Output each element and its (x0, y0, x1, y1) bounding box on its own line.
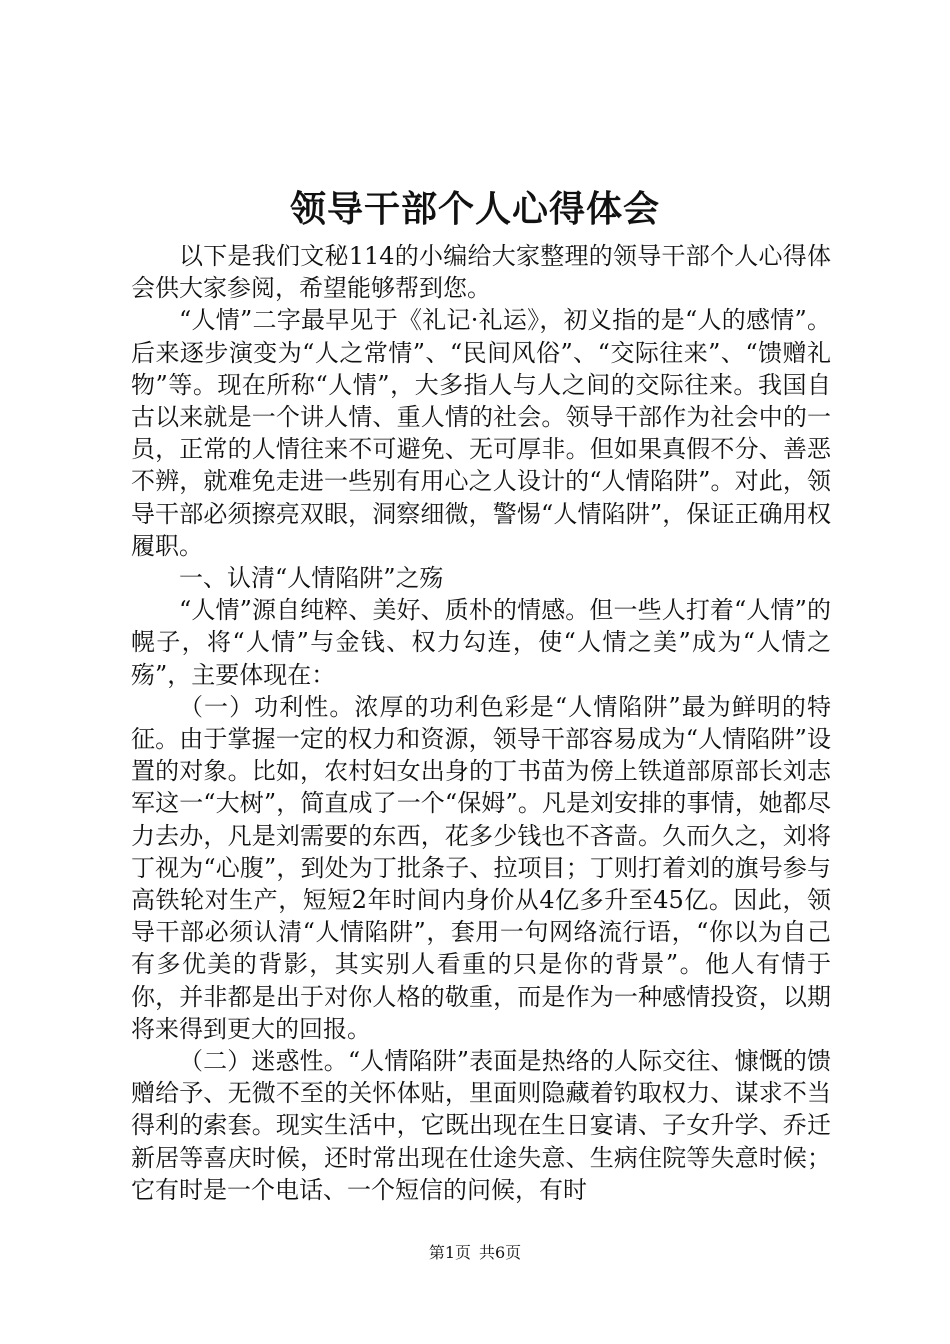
paragraph-intro: 以下是我们文秘114的小编给大家整理的领导干部个人心得体会供大家参阅，希望能够帮到您。 (131, 242, 831, 303)
paragraph-utilitarian: （一）功利性。浓厚的功利色彩是“人情陷阱”最为鲜明的特征。由于掌握一定的权力和资源，领导干部容易成为“人情陷阱”设置的对象。比如，农村妇女出身的丁书苗为傍上铁道部原部长刘志军这一“大树”，简直成了一个“保姆”。凡是刘安排的事情，她都尽力去办，凡是刘需要的东西，花多少钱也不吝啬。久而久之，刘将丁视为“心腹”，到处为丁批条子、拉项目；丁则打着刘的旗号参与高铁轮对生产，短短2年时间内身价从4亿多升至45亿。因此，领导干部必须认清“人情陷阱”，套用一句网络流行语，“你以为自己有多优美的背影，其实别人看重的只是你的背景”。他人有情于你，并非都是出于对你人格的敬重，而是作为一种感情投资，以期将来得到更大的回报。 (131, 692, 831, 1043)
page-number: 第1页 (428, 1243, 471, 1262)
paragraph-deceptive: （二）迷惑性。“人情陷阱”表面是热络的人际交往、慷慨的馈赠给予、无微不至的关怀体贴，里面则隐藏着钓取权力、谋求不当得利的索套。现实生活中，它既出现在生日宴请、子女升学、乔迁新居等喜庆时候，还时常出现在仕途失意、生病住院等失意时候；它有时是一个电话、一个短信的问候，有时 (131, 1047, 831, 1204)
paragraph-renqing-source: “人情”源自纯粹、美好、质朴的情感。但一些人打着“人情”的幌子，将“人情”与金钱、权力勾连，使“人情之美”成为“人情之殇”，主要体现在： (131, 596, 831, 689)
page-total: 共6页 (479, 1243, 522, 1262)
page-footer (0, 1242, 950, 1264)
paragraph-renqing-origin: “人情”二字最早见于《礼记·礼运》，初义指的是“人的感情”。后来逐步演变为“人之常情”、“民间风俗”、“交际往来”、“馈赠礼物”等。现在所称“人情”，大多指人与人之间的交际往来。我国自古以来就是一个讲人情、重人情的社会。领导干部作为社会中的一员，正常的人情往来不可避免、无可厚非。但如果真假不分、善恶不辨，就难免走进一些别有用心之人设计的“人情陷阱”。对此，领导干部必须擦亮双眼，洞察细微，警惕“人情陷阱”，保证正确用权履职。 (131, 306, 831, 560)
document-body (131, 240, 831, 1206)
section-heading-1: 一、认清“人情陷阱”之殇 (179, 564, 444, 593)
document-title: 领导干部个人心得体会 (289, 188, 660, 230)
